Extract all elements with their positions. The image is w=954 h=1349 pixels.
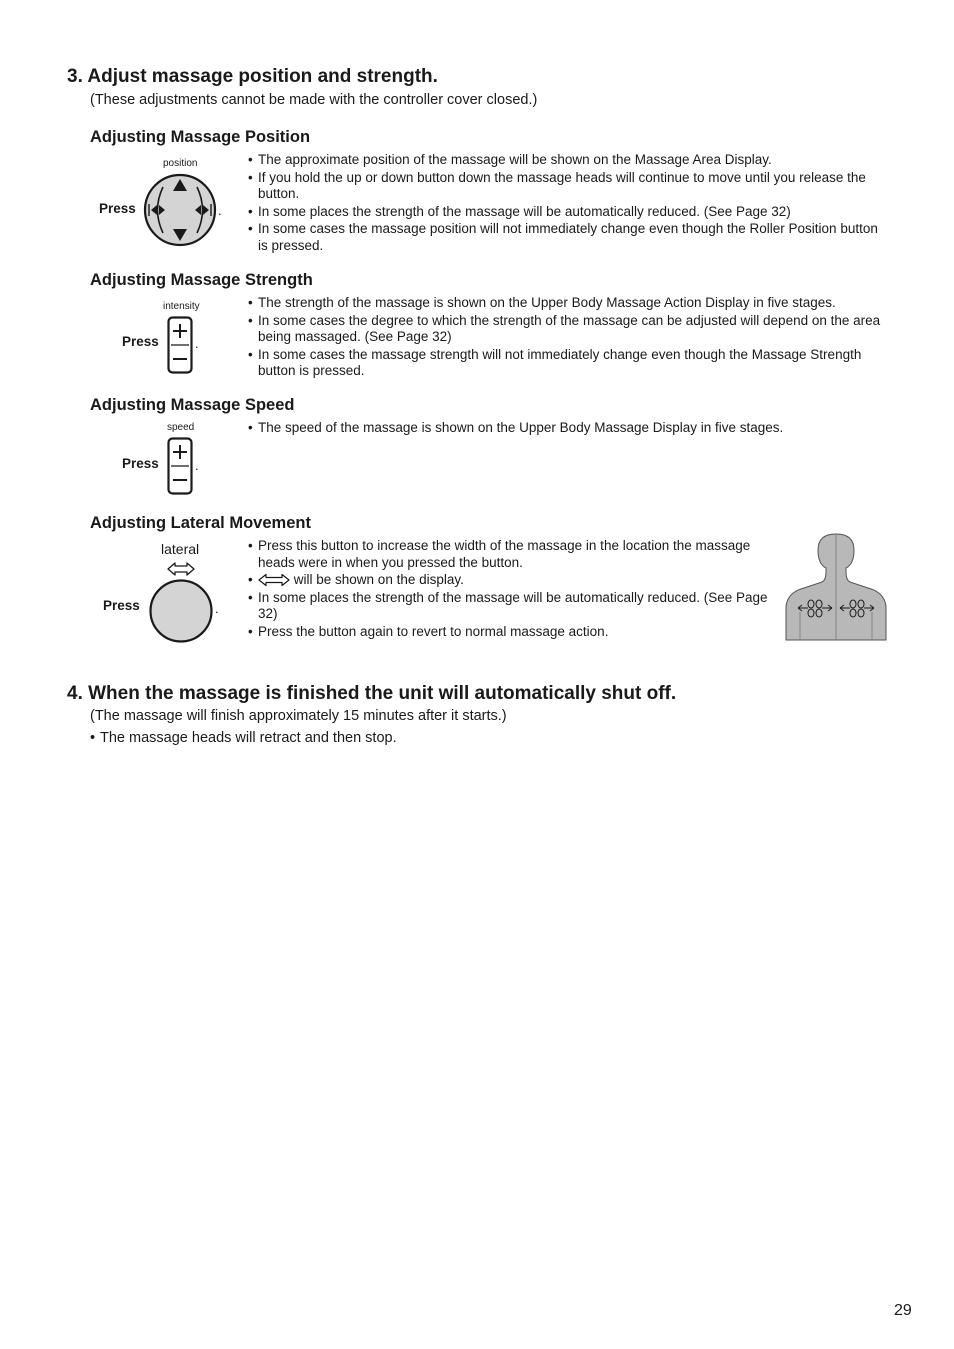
lateral-bullet-2-text: will be shown on the display. bbox=[293, 572, 464, 587]
lateral-heading: Adjusting Lateral Movement bbox=[90, 514, 311, 532]
position-dot: . bbox=[218, 203, 222, 218]
double-arrow-icon bbox=[258, 573, 290, 587]
upper-body-figure-icon bbox=[786, 532, 886, 640]
speed-press-label: Press bbox=[122, 456, 159, 471]
section-4-heading: 4. When the massage is finished the unit will automatically shut off. bbox=[67, 683, 677, 704]
section-3-heading: 3. Adjust massage position and strength. bbox=[67, 66, 438, 87]
list-item: • In some cases the massage position will not immediately change even though the Roller Position button is pressed. bbox=[248, 221, 888, 254]
list-item: • If you hold the up or down button down the massage heads will continue to move until you release the button. bbox=[248, 170, 888, 203]
section-4-bullet-list bbox=[90, 729, 690, 748]
list-item: • The speed of the massage is shown on the Upper Body Massage Display in five stages. bbox=[248, 420, 888, 437]
lateral-bullet-list bbox=[248, 538, 788, 641]
page-number: 29 bbox=[894, 1302, 912, 1319]
strength-button-label: intensity bbox=[163, 301, 200, 312]
list-item: • In some cases the degree to which the strength of the massage can be adjusted will depend on the area being massaged. (See Page 32) bbox=[248, 313, 888, 346]
speed-bullet-list bbox=[248, 420, 888, 438]
lateral-press-label: Press bbox=[103, 598, 140, 613]
speed-heading: Adjusting Massage Speed bbox=[90, 396, 295, 414]
list-item: • Press the button again to revert to normal massage action. bbox=[248, 624, 788, 641]
list-item: • In some places the strength of the massage will be automatically reduced. (See Page 32) bbox=[248, 204, 888, 221]
list-item: • In some places the strength of the massage will be automatically reduced. (See Page 32) bbox=[248, 590, 788, 623]
four-way-direction-pad-icon bbox=[143, 173, 219, 247]
plus-minus-rocker-icon bbox=[167, 437, 193, 495]
position-bullet-list bbox=[248, 152, 888, 255]
round-button-icon bbox=[148, 579, 214, 645]
list-item: • The massage heads will retract and then stop. bbox=[90, 729, 690, 747]
strength-press-label: Press bbox=[122, 334, 159, 349]
position-press-label: Press bbox=[99, 201, 136, 216]
strength-heading: Adjusting Massage Strength bbox=[90, 271, 313, 289]
strength-bullet-list bbox=[248, 295, 888, 381]
lateral-button-label: lateral bbox=[161, 541, 200, 557]
lateral-dot: . bbox=[215, 601, 219, 616]
plus-minus-rocker-icon bbox=[167, 316, 193, 374]
list-item: • The approximate position of the massage will be shown on the Massage Area Display. bbox=[248, 152, 888, 169]
position-heading: Adjusting Massage Position bbox=[90, 128, 311, 146]
list-item: • In some cases the massage strength will not immediately change even though the Massage Strength button is pressed. bbox=[248, 347, 888, 380]
list-item: • The strength of the massage is shown on the Upper Body Massage Action Display in five stages. bbox=[248, 295, 888, 312]
speed-dot: . bbox=[195, 458, 199, 473]
list-item bbox=[248, 572, 788, 589]
double-arrow-icon bbox=[166, 561, 196, 577]
position-button-label: position bbox=[163, 158, 198, 169]
speed-button-label: speed bbox=[167, 422, 195, 433]
section-4-note: (The massage will finish approximately 15 minutes after it starts.) bbox=[90, 708, 507, 724]
section-3-note: (These adjustments cannot be made with the controller cover closed.) bbox=[90, 92, 538, 108]
list-item: • Press this button to increase the width of the massage in the location the massage heads were in when you pressed the button. bbox=[248, 538, 788, 571]
strength-dot: . bbox=[195, 336, 199, 351]
